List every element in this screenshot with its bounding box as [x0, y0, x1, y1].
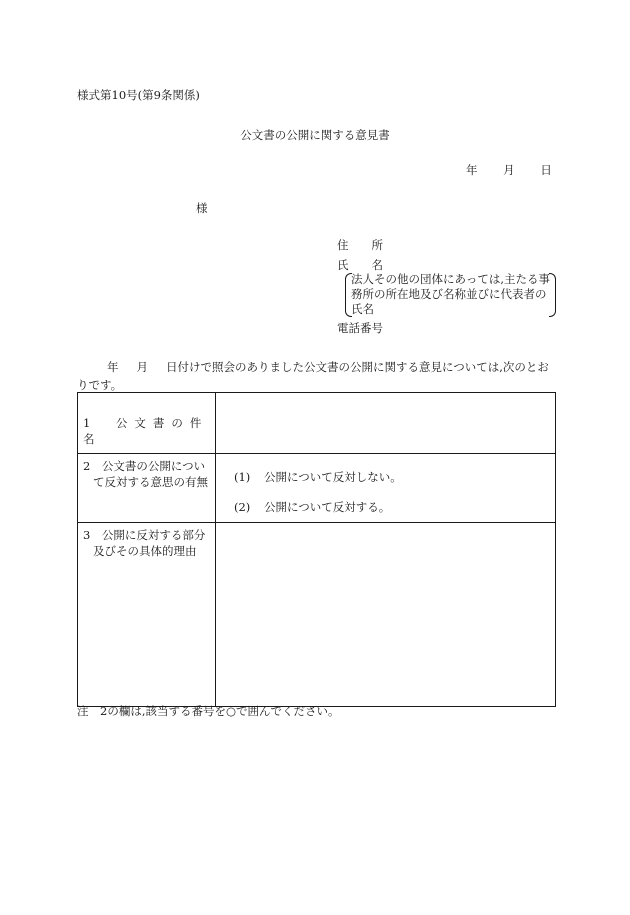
option-2-text: 公開について反対する。 [264, 500, 391, 514]
table-row [78, 454, 556, 523]
footnote: 注 2の欄は,該当する番号を○で囲んでください。 [77, 704, 340, 718]
option-1[interactable] [234, 462, 555, 492]
option-2-number: (2) [234, 500, 251, 514]
bracket-right [549, 273, 556, 317]
row1-entry-field[interactable] [216, 393, 556, 454]
addressee-suffix: 様 [196, 201, 208, 215]
option-1-text: 公開について反対しない。 [264, 470, 402, 484]
row3-label-line1: 3 公開に反対する部分 [83, 528, 206, 542]
row2-label-line2: て反対する意思の有無 [93, 475, 208, 489]
body-year: 年 [107, 360, 119, 374]
option-1-number: (1) [234, 470, 251, 484]
option-2[interactable] [234, 492, 555, 522]
row3-header [78, 523, 216, 707]
row3-label-line2: 及びその具体的理由 [93, 544, 197, 558]
date-year: 年 [466, 163, 478, 177]
address-label: 住 所 [337, 238, 383, 252]
form-number: 様式第10号(第9条関係) [77, 88, 200, 102]
row1-header [78, 393, 216, 454]
body-text: 日付けで照会のありました公文書の公開に関する意見については,次のとおりです。 [77, 360, 549, 392]
row1-label: 1 公文書の件名 [83, 416, 209, 446]
date-month: 月 [503, 163, 515, 177]
body-month: 月 [136, 360, 148, 374]
table-row [78, 393, 556, 454]
table-row [78, 523, 556, 707]
row2-options [216, 454, 556, 523]
row3-entry-field[interactable] [216, 523, 556, 707]
row2-header [78, 454, 216, 523]
date-line [466, 162, 562, 178]
name-label: 氏 名 [337, 258, 383, 272]
document-title: 公文書の公開に関する意見書 [240, 128, 390, 142]
row2-label-line1: 2 公文書の公開につい [83, 459, 206, 473]
phone-label: 電話番号 [337, 321, 383, 335]
body-paragraph [77, 358, 555, 394]
date-day: 日 [540, 163, 552, 177]
corporate-note: 法人その他の団体にあっては,主たる事務所の所在地及び名称並びに代表者の氏名 [351, 272, 551, 316]
opinion-table [77, 392, 556, 707]
